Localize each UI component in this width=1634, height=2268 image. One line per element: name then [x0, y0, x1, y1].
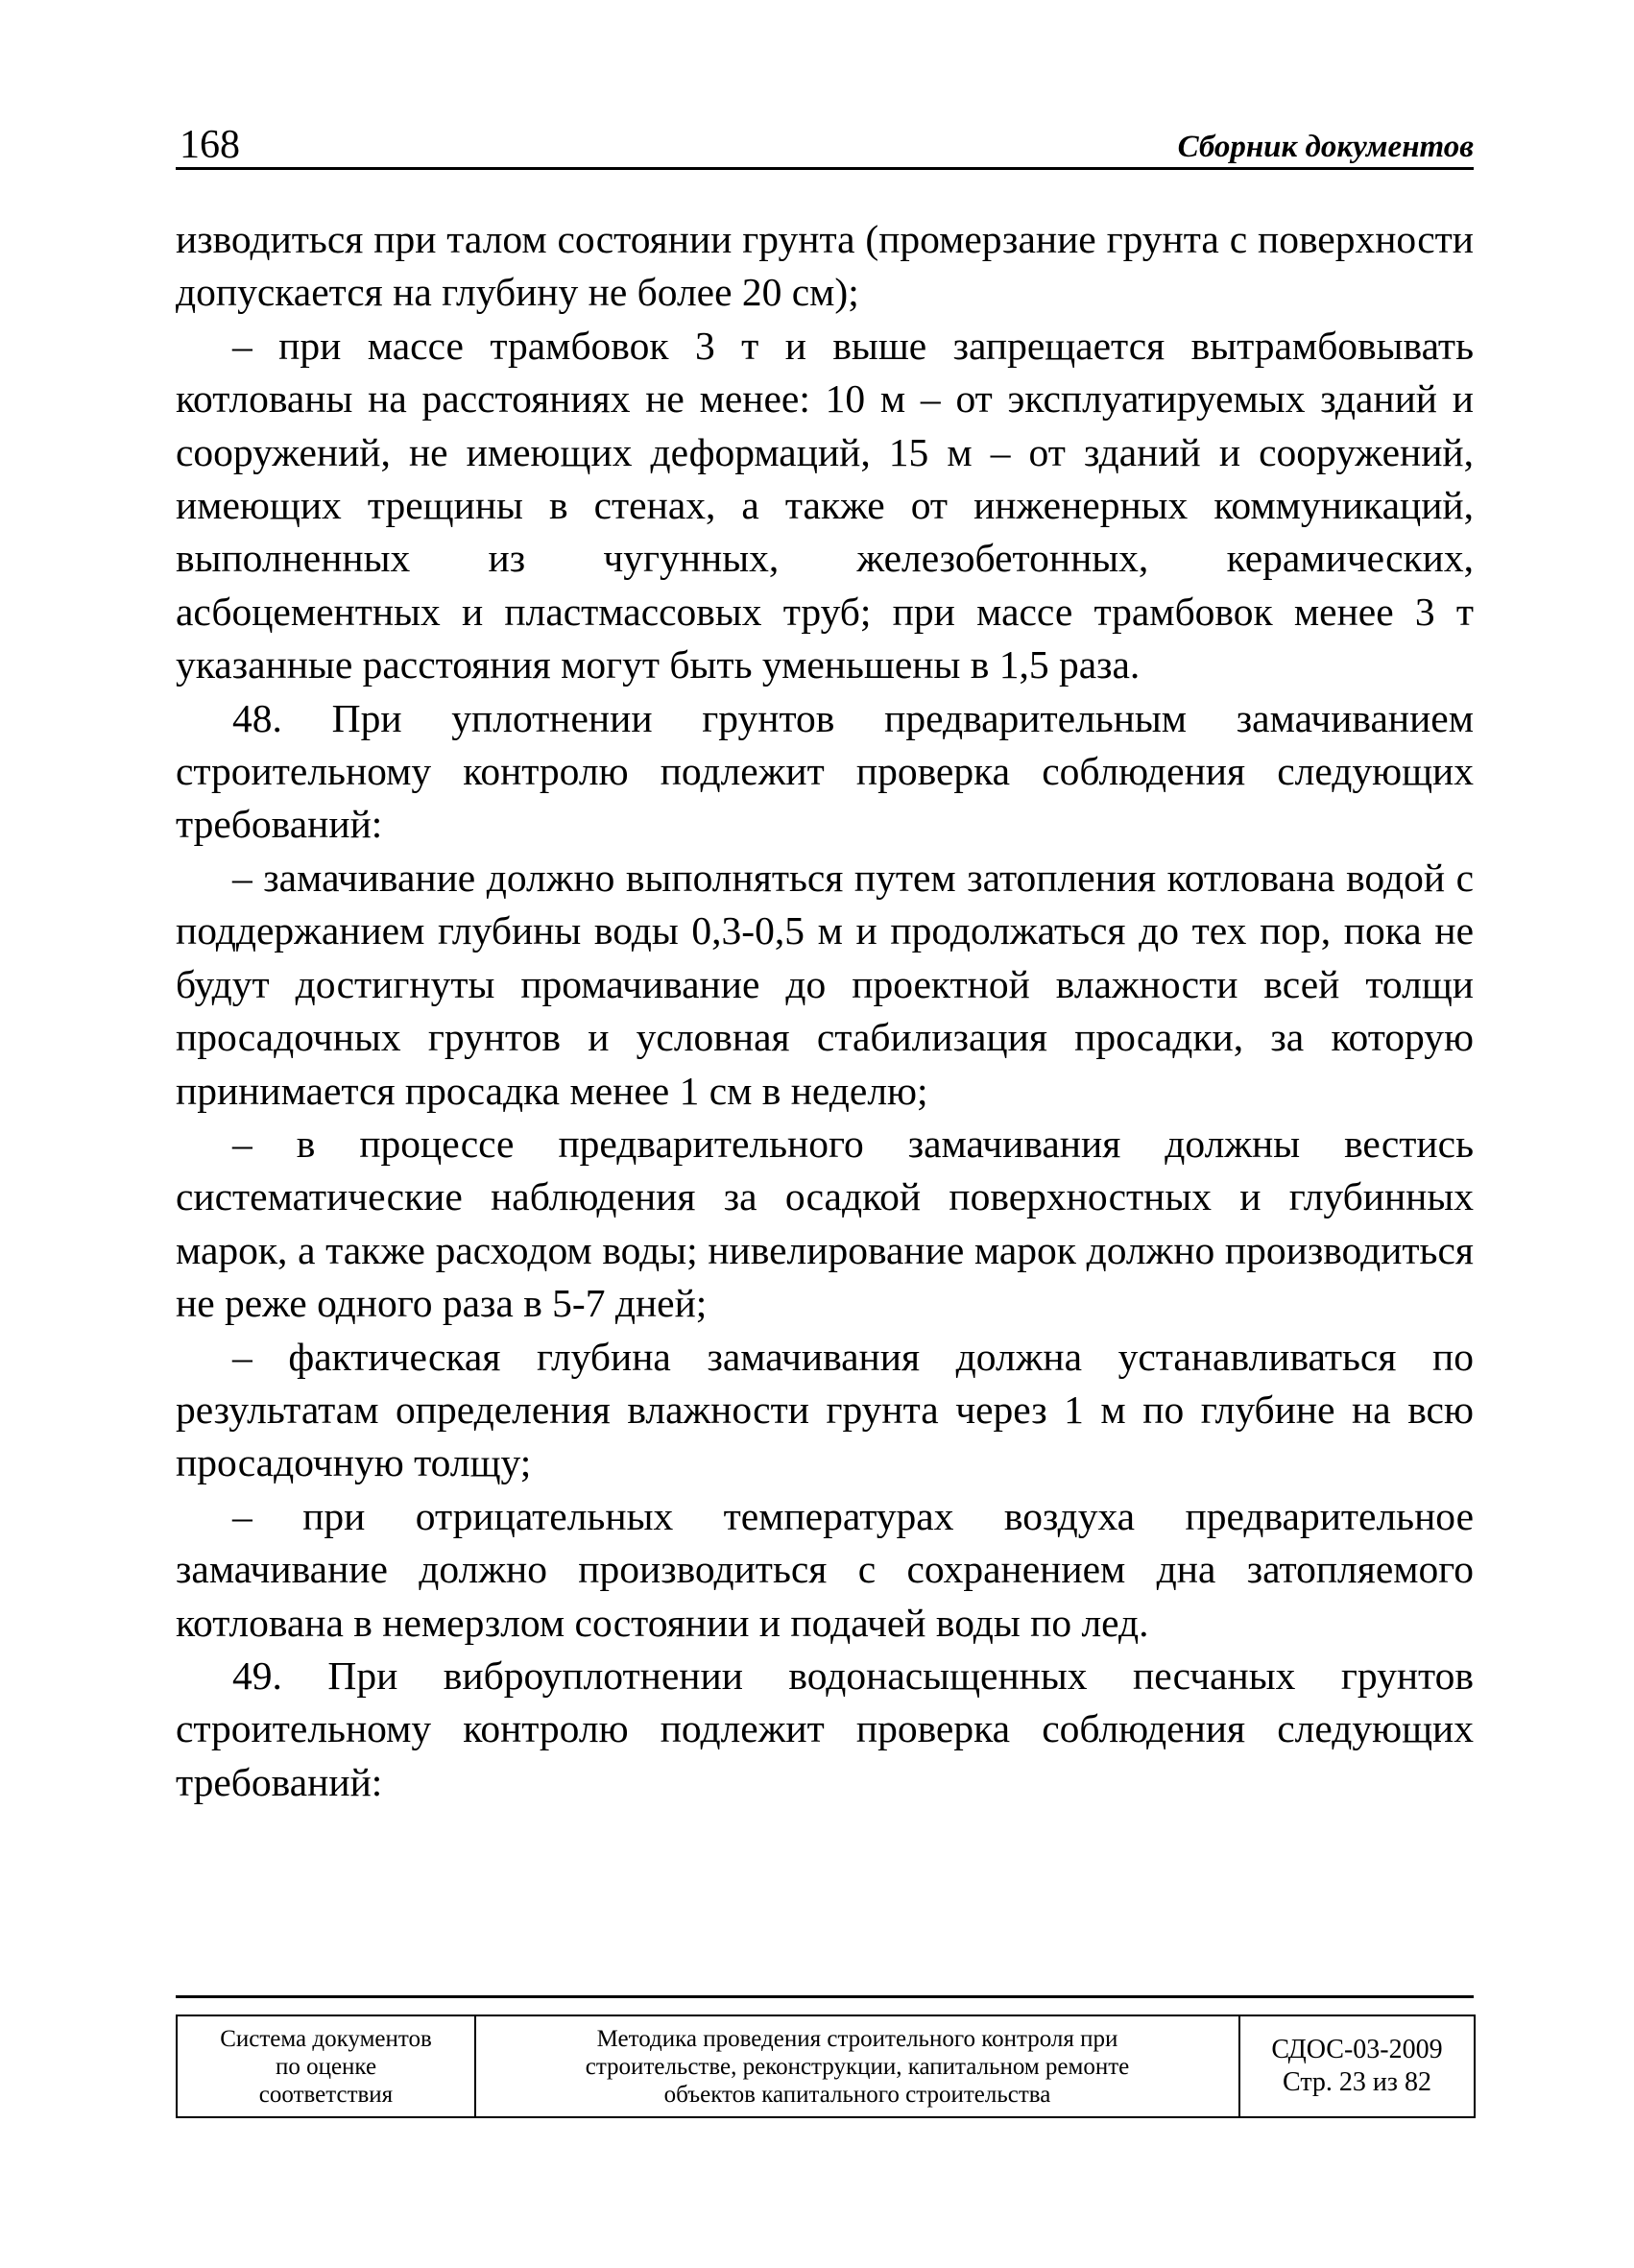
- page-reference: Стр. 23 из 82: [1283, 2067, 1431, 2097]
- footer-row: [177, 2015, 1475, 2117]
- page-number: 168: [180, 123, 240, 167]
- page-header: [176, 113, 1474, 170]
- footer-system-cell: [177, 2015, 475, 2117]
- footer-system-line: по оценке: [275, 2053, 377, 2080]
- footer-methodology-cell: [475, 2015, 1239, 2117]
- footer-methodology-line: Методика проведения строительного контроля при: [596, 2025, 1118, 2052]
- footer-methodology-line: объектов капитального строительства: [663, 2081, 1051, 2108]
- paragraph-soaking-flooding: – замачивание должно выполняться путем затопления котлована водой с поддержанием глубины воды 0,3-0,5 м и продолжаться до тех пор, пока не будут достигнуты промачивание до проектной влажности всей толщи просадочных грунтов и условная стабилизация просадки, за которую принимается просадка менее 1 см в неделю;: [176, 855, 1474, 1113]
- footer-methodology-line: строительстве, реконструкции, капитальном ремонте: [585, 2053, 1130, 2080]
- paragraph-item-48: 48. При уплотнении грунтов предварительным замачиванием строительному контролю подлежит проверка соблюдения следующих требований:: [176, 695, 1474, 847]
- footer-system-line: Система документов: [220, 2025, 432, 2052]
- paragraph-soaking-depth: – фактическая глубина замачивания должна устанавливаться по результатам определения влажности грунта через 1 м по глубине на всю просадочную толщу;: [176, 1334, 1474, 1485]
- footer-rule: [176, 1995, 1474, 1998]
- paragraph-negative-temperatures: – при отрицательных температурах воздуха предварительное замачивание должно производиться с сохранением дна затопляемого котлована в немерзлом состоянии и подачей воды по лед.: [176, 1493, 1474, 1645]
- paragraph-tamping-distances: – при массе трамбовок 3 т и выше запрещается вытрамбовывать котлованы на расстояниях не менее: 10 м – от эксплуатируемых зданий и сооружений, не имеющих деформаций, 15 м – от зданий и сооружений, имеющих трещины в стенах, а также от инженерных коммуникаций, выполненных из чугунных, железобетонных, керамических, асбоцементных и пластмассовых труб; при массе трамбовок менее 3 т указанные расстояния могут быть уменьшены в 1,5 раза.: [176, 323, 1474, 688]
- paragraph-item-49: 49. При виброуплотнении водонасыщенных песчаных грунтов строительному контролю подлежит проверка соблюдения следующих требований:: [176, 1653, 1474, 1804]
- document-page: [176, 0, 1474, 2268]
- footer-code-cell: [1239, 2015, 1475, 2117]
- document-code: СДОС-03-2009: [1271, 2035, 1443, 2064]
- footer-table: [176, 2015, 1476, 2118]
- footer-system-line: соответствия: [258, 2081, 394, 2108]
- body-text: [176, 213, 1474, 1809]
- paragraph-continuation: изводиться при талом состоянии грунта (промерзание грунта с поверхности допускается на глубину не более 20 см);: [176, 217, 1474, 315]
- running-title: Сборник документов: [1177, 130, 1474, 164]
- paragraph-soaking-observations: – в процессе предварительного замачивания должны вестись систематические наблюдения за осадкой поверхностных и глубинных марок, а также расходом воды; нивелирование марок должно производиться не реже одного раза в 5-7 дней;: [176, 1121, 1474, 1326]
